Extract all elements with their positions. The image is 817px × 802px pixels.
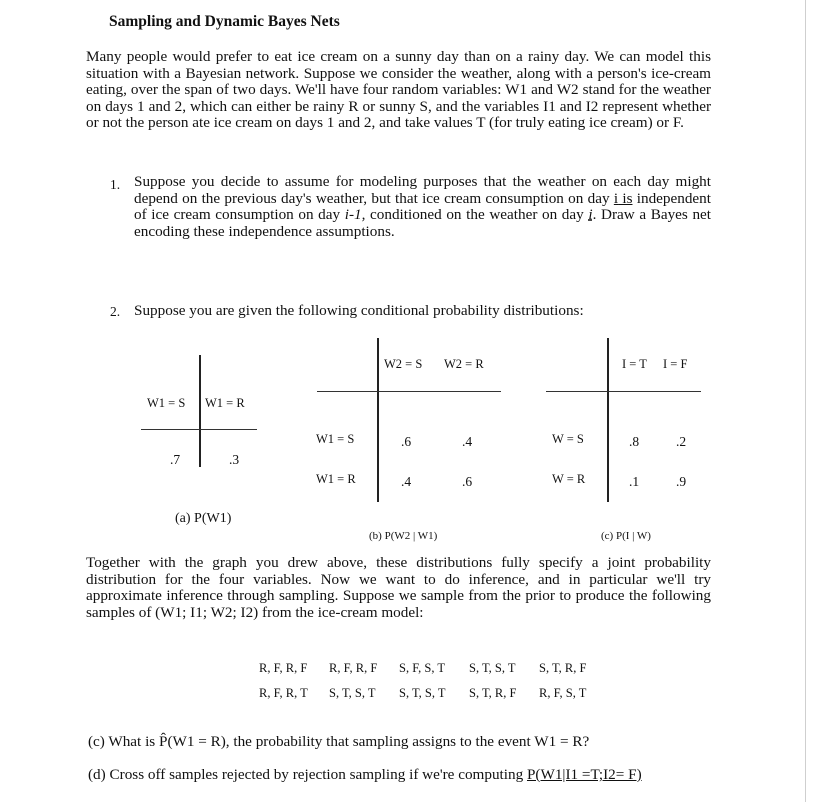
q2-number: 2. <box>110 304 121 319</box>
table-b-vline <box>377 338 379 502</box>
table-b-cell: .6 <box>401 434 412 449</box>
table-b-hline <box>317 391 501 392</box>
table-c-cell: .8 <box>629 434 640 449</box>
sample: R, F, R, T <box>259 686 308 700</box>
question-d: (d) Cross off samples rejected by rejection sampling if we're computing P(W1|I1 =T;I2= F) <box>88 766 642 783</box>
together-paragraph: Together with the graph you drew above, these distributions fully specify a joint probability distribution for the four variables. Now we want to do inference, and in particular we'll try approximate inference through sampling. Suppose we sample from the prior to produce the following samples of (W1; I1; W2; I2) from the ice-cream model: <box>86 554 711 621</box>
table-b-cell: .6 <box>462 474 473 489</box>
table-b-row-2: W1 = R <box>316 472 356 486</box>
question-c: (c) What is P̂(W1 = R), the probability that sampling assigns to the event W1 = R? <box>88 733 590 750</box>
table-c-header-2: I = F <box>663 357 688 371</box>
table-c-vline <box>607 338 609 502</box>
sample: R, F, R, F <box>329 661 378 675</box>
samples-row-1 <box>259 661 609 676</box>
table-a-vline <box>199 355 201 467</box>
table-a-hline <box>141 429 257 430</box>
q2-text: Suppose you are given the following conditional probability distributions: <box>134 302 584 319</box>
table-b-header-1: W2 = S <box>384 357 423 371</box>
sample: R, F, S, T <box>539 686 587 700</box>
table-c-hline <box>546 391 701 392</box>
q1-text: Suppose you decide to assume for modeling purposes that the weather on each day might depend on the previous day's weather, but that ice cream consumption on day i is independent of ice cream consumption on day i-1, conditioned on the weather on day i. Draw a Bayes net encoding these independence assumptions. <box>134 173 712 240</box>
table-b-row-1: W1 = S <box>316 432 355 446</box>
table-a-value-2: .3 <box>229 452 240 467</box>
table-c-caption: (c) P(I | W) <box>601 530 651 542</box>
table-c-row-2: W = R <box>552 472 586 486</box>
table-a-value-1: .7 <box>170 452 181 467</box>
table-c-cell: .2 <box>676 434 687 449</box>
sample: S, T, S, T <box>399 686 446 700</box>
sample: S, T, R, F <box>469 686 517 700</box>
sample: S, F, S, T <box>399 661 446 675</box>
table-c-cell: .1 <box>629 474 640 489</box>
table-c-header-1: I = T <box>622 357 647 371</box>
table-b-caption: (b) P(W2 | W1) <box>369 530 438 542</box>
table-b-cell: .4 <box>462 434 473 449</box>
samples-row-2 <box>259 686 609 701</box>
q1-number: 1. <box>110 177 121 192</box>
table-a-caption: (a) P(W1) <box>175 511 232 526</box>
table-c-cell: .9 <box>676 474 687 489</box>
table-b-cell: .4 <box>401 474 412 489</box>
table-c-row-1: W = S <box>552 432 584 446</box>
table-a-header-1: W1 = S <box>147 396 186 410</box>
sample: S, T, S, T <box>469 661 516 675</box>
sample: S, T, R, F <box>539 661 587 675</box>
intro-paragraph: Many people would prefer to eat ice cream on a sunny day than on a rainy day. We can model this situation with a Bayesian network. Suppose we consider the weather, along with a person's ice-cream eating, over the span of two days. We'll have four random variables: W1 and W2 stand for the weather on days 1 and 2, which can either be rainy R or sunny S, and the variables I1 and I2 represent whether or not the person ate ice cream on days 1 and 2, and take values T (for truly eating ice cream) or F. <box>86 48 711 131</box>
table-a-header-2: W1 = R <box>205 396 245 410</box>
scrollbar[interactable] <box>805 0 817 802</box>
table-b-header-2: W2 = R <box>444 357 484 371</box>
sample: R, F, R, F <box>259 661 308 675</box>
sample: S, T, S, T <box>329 686 376 700</box>
page-title: Sampling and Dynamic Bayes Nets <box>109 13 340 30</box>
